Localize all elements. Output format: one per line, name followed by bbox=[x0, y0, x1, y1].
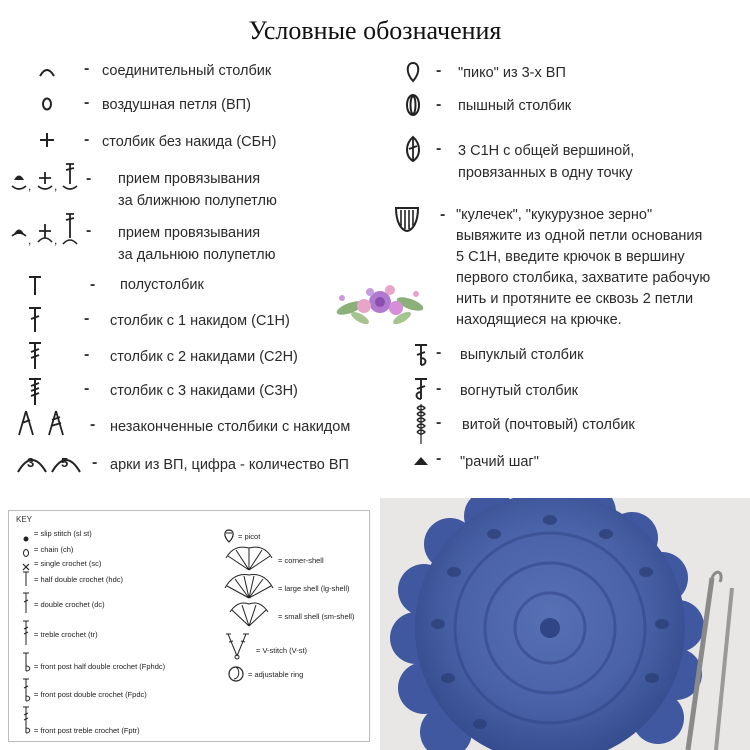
double-treble-icon bbox=[0, 376, 70, 408]
bullion-stitch-icon bbox=[386, 402, 456, 446]
legend-label: нить и протяните ее сквозь 2 петли bbox=[456, 291, 694, 307]
tr-icon bbox=[21, 620, 31, 651]
legend-label: полустолбик bbox=[120, 277, 204, 293]
legend-label: столбик с 1 накидом (С1Н) bbox=[110, 313, 290, 329]
legend-label: вывяжите из одной петли основания bbox=[456, 228, 703, 244]
adjustable-ring-icon bbox=[226, 664, 246, 689]
arch-number: 3 bbox=[27, 455, 35, 470]
legend-label: за ближнюю полупетлю bbox=[118, 193, 277, 209]
legend-dash: - bbox=[436, 450, 442, 467]
legend-dash: - bbox=[84, 131, 90, 148]
fptr-icon bbox=[21, 706, 33, 743]
legend-label: "кулечек", "кукурузное зерно" bbox=[456, 207, 653, 223]
arch-number: 5 bbox=[61, 455, 69, 470]
legend-label: арки из ВП, цифра - количество ВП bbox=[110, 457, 349, 473]
v-stitch-icon bbox=[222, 632, 252, 665]
legend-dash: - bbox=[84, 380, 90, 397]
legend-label: "рачий шаг" bbox=[460, 454, 539, 470]
legend-label: соединительный столбик bbox=[102, 63, 272, 79]
front-loop-icon bbox=[8, 158, 86, 194]
key-label: = front post half double crochet (Fphdc) bbox=[34, 662, 166, 671]
flower-decoration bbox=[330, 278, 430, 330]
unfinished-stitches-icon bbox=[10, 408, 76, 438]
chain-icon bbox=[12, 96, 82, 112]
legend-dash: - bbox=[440, 206, 446, 223]
legend-dash: - bbox=[86, 222, 92, 239]
popcorn-icon bbox=[372, 204, 442, 234]
key-label: = double crochet (dc) bbox=[34, 600, 105, 609]
legend-dash: - bbox=[86, 170, 92, 187]
key-label: = single crochet (sc) bbox=[34, 559, 102, 568]
legend-label: "пико" из 3-х ВП bbox=[458, 65, 566, 81]
small-shell-icon bbox=[222, 602, 276, 633]
hdc-icon bbox=[21, 571, 31, 592]
large-shell-icon bbox=[222, 574, 276, 605]
legend-label: находящиеся на крючке. bbox=[456, 312, 622, 328]
legend-label: 5 С1Н, введите крючок в вершину bbox=[456, 249, 685, 265]
legend-label: витой (почтовый) столбик bbox=[462, 417, 635, 433]
legend-label: провязанных в одну точку bbox=[458, 165, 633, 181]
key-title: KEY bbox=[16, 515, 33, 524]
legend-label: 3 С1Н с общей вершиной, bbox=[458, 143, 635, 159]
key-label: = adjustable ring bbox=[248, 670, 304, 679]
key-label: = half double crochet (hdc) bbox=[34, 575, 124, 584]
legend-label: первого столбика, захватите рабочую bbox=[456, 270, 711, 286]
legend-dash: - bbox=[90, 276, 96, 293]
legend-label: столбик с 2 накидами (С2Н) bbox=[110, 349, 298, 365]
svg-text:,: , bbox=[28, 179, 32, 193]
back-post-icon bbox=[386, 376, 456, 402]
key-label: = front post double crochet (Fpdc) bbox=[34, 690, 147, 699]
legend-dash: - bbox=[84, 346, 90, 363]
key-label: = corner-shell bbox=[278, 556, 324, 565]
legend-label: столбик с 3 накидами (С3Н) bbox=[110, 383, 298, 399]
key-label: = front post treble crochet (Fptr) bbox=[34, 726, 140, 735]
crochet-photo bbox=[380, 498, 750, 750]
legend-dash: - bbox=[436, 62, 442, 79]
svg-text:,: , bbox=[54, 233, 58, 247]
legend-label: за дальнюю полупетлю bbox=[118, 247, 276, 263]
legend-dash: - bbox=[436, 344, 442, 361]
double-crochet-icon bbox=[0, 305, 70, 335]
treble-icon bbox=[0, 340, 70, 372]
legend-label: незаконченные столбики с накидом bbox=[110, 419, 351, 435]
legend-dash: - bbox=[436, 380, 442, 397]
dc-icon bbox=[21, 592, 31, 619]
legend-dash: - bbox=[92, 454, 98, 471]
legend-label: выпуклый столбик bbox=[460, 347, 584, 363]
plus-icon bbox=[12, 131, 82, 149]
page-title: Условные обозначения bbox=[248, 16, 502, 45]
legend-dash: - bbox=[90, 416, 96, 433]
legend-label: прием провязывания bbox=[118, 225, 261, 241]
legend-label: столбик без накида (СБН) bbox=[102, 134, 277, 150]
legend-dash: - bbox=[436, 96, 442, 113]
legend-label: вогнутый столбик bbox=[460, 383, 579, 399]
key-label: = small shell (sm-shell) bbox=[278, 612, 355, 621]
front-post-icon bbox=[386, 342, 456, 368]
key-label: = treble crochet (tr) bbox=[34, 630, 98, 639]
arches-icon bbox=[14, 448, 84, 476]
crab-stitch-icon bbox=[386, 454, 456, 468]
corner-shell-icon bbox=[222, 546, 276, 577]
key-label: = large shell (lg-shell) bbox=[278, 584, 350, 593]
legend-dash: - bbox=[84, 60, 90, 77]
fphdc-icon bbox=[21, 652, 33, 681]
legend-dash: - bbox=[436, 414, 442, 431]
legend-dash: - bbox=[84, 310, 90, 327]
back-loop-icon bbox=[8, 210, 86, 248]
svg-text:,: , bbox=[28, 233, 32, 247]
half-double-icon bbox=[0, 274, 70, 298]
legend-dash: - bbox=[84, 94, 90, 111]
svg-text:,: , bbox=[54, 179, 58, 193]
key-label: = V-stitch (V-st) bbox=[256, 646, 308, 655]
key-label: = chain (ch) bbox=[34, 545, 74, 554]
legend-label: пышный столбик bbox=[458, 98, 572, 114]
slip-stitch-icon bbox=[12, 62, 82, 78]
key-label: = slip stitch (sl st) bbox=[34, 529, 92, 538]
crochet-motif-image bbox=[380, 498, 750, 750]
key-label: = picot bbox=[238, 532, 261, 541]
legend-label: прием провязывания bbox=[118, 171, 261, 187]
legend-dash: - bbox=[436, 140, 442, 157]
legend-label: воздушная петля (ВП) bbox=[102, 97, 251, 113]
